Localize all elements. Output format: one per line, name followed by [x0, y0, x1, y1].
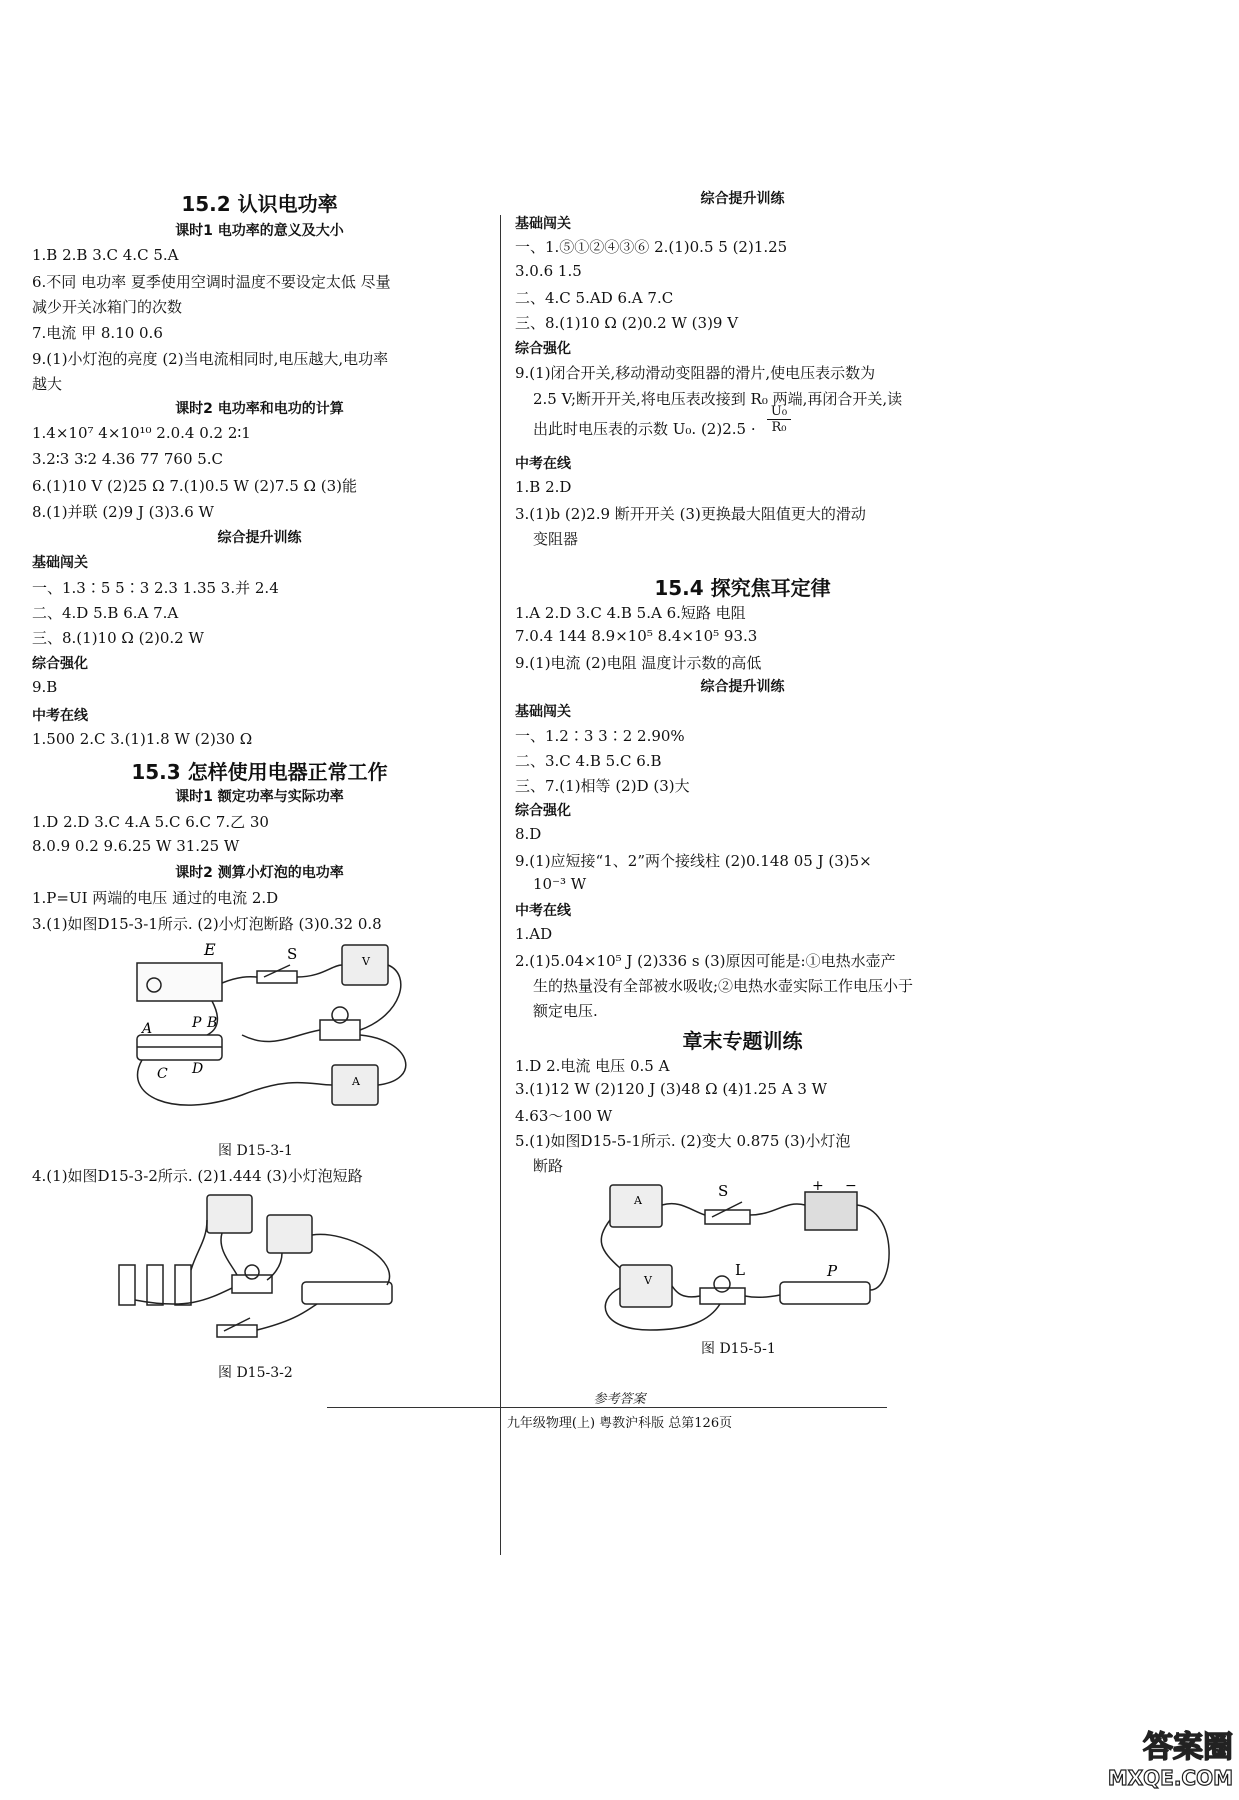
label-V: V: [362, 955, 370, 968]
answer-line: 减少开关冰箱门的次数: [32, 298, 183, 316]
subheading: 综合强化: [515, 803, 571, 819]
answer-line: 三、7.(1)相等 (2)D (3)大: [515, 777, 690, 795]
label-S: S: [287, 945, 298, 963]
answer-line: 1.500 2.C 3.(1)1.8 W (2)30 Ω: [32, 730, 253, 748]
answer-line: 1.D 2.D 3.C 4.A 5.C 6.C 7.乙 30: [32, 813, 269, 831]
answer-line: 5.(1)如图D15-5-1所示. (2)变大 0.875 (3)小灯泡: [515, 1132, 851, 1150]
fraction: [767, 404, 791, 435]
lesson-title: 课时2 电功率和电功的计算: [175, 401, 344, 417]
answer-line: 越大: [32, 375, 63, 393]
answer-line: 1.P=UI 两端的电压 通过的电流 2.D: [32, 889, 279, 907]
answer-line: 一、1.2∶3 3∶2 2.90%: [515, 727, 685, 745]
footer-info: 九年级物理(上) 粤教沪科版 总第126页: [506, 1416, 733, 1431]
answer-line: 9.(1)电流 (2)电阻 温度计示数的高低: [515, 654, 762, 672]
lesson-title: 课时2 测算小灯泡的电功率: [175, 865, 344, 881]
label-V: V: [644, 1274, 652, 1287]
subheading: 基础闯关: [515, 704, 571, 720]
watermark-logo: [1098, 1722, 1233, 1792]
column-divider: [500, 215, 501, 1555]
lesson-title: 课时1 额定功率与实际功率: [175, 789, 344, 805]
answer-line: 生的热量没有全部被水吸收;②电热水壶实际工作电压小于: [533, 977, 914, 995]
answer-line: 7.0.4 144 8.9×10⁵ 8.4×10⁵ 93.3: [515, 627, 758, 645]
answer-line: 二、3.C 4.B 5.C 6.B: [515, 752, 662, 770]
answer-line: 8.D: [515, 825, 542, 843]
label-P: P: [192, 1015, 202, 1031]
answer-line: 一、1.3∶5 5∶3 2.3 1.35 3.并 2.4: [32, 579, 279, 597]
answer-line: 3.(1)b (2)2.9 断开开关 (3)更换最大阻值更大的滑动: [515, 505, 866, 523]
answer-line: 2.(1)5.04×10⁵ J (2)336 s (3)原因可能是:①电热水壶产: [515, 952, 896, 970]
answer-line: 8.0.9 0.2 9.6.25 W 31.25 W: [32, 837, 240, 855]
answer-line: 6.不同 电功率 夏季使用空调时温度不要设定太低 尽量: [32, 273, 391, 291]
subheading: 综合强化: [32, 656, 88, 672]
footer-rule: [327, 1407, 887, 1408]
subheading: 综合强化: [515, 341, 571, 357]
section-title-15-3: 15.3 怎样使用电器正常工作: [131, 760, 388, 784]
answer-line: 7.电流 甲 8.10 0.6: [32, 324, 163, 342]
comprehensive-title: 综合提升训练: [217, 530, 302, 546]
answer-line: 10⁻³ W: [533, 875, 587, 893]
answer-line: 3.(1)12 W (2)120 J (3)48 Ω (4)1.25 A 3 W: [515, 1080, 828, 1098]
chapter-review-title: 章末专题训练: [682, 1029, 803, 1053]
answer-line: 额定电压.: [533, 1002, 598, 1020]
answer-line: 9.(1)闭合开关,移动滑动变阻器的滑片,使电压表示数为: [515, 364, 876, 382]
answer-line: 4.(1)如图D15-3-2所示. (2)1.444 (3)小灯泡短路: [32, 1167, 363, 1185]
label-P: P: [827, 1262, 838, 1280]
watermark-line1: 答案圈: [1143, 1730, 1233, 1765]
answer-line: 6.(1)10 V (2)25 Ω 7.(1)0.5 W (2)7.5 Ω (3)能: [32, 477, 358, 495]
subheading: 基础闯关: [32, 555, 88, 571]
answer-line: 三、8.(1)10 Ω (2)0.2 W: [32, 629, 204, 647]
comprehensive-title: 综合提升训练: [700, 679, 785, 695]
answer-line: 1.4×10⁷ 4×10¹⁰ 2.0.4 0.2 2∶1: [32, 424, 251, 442]
subheading: 基础闯关: [515, 216, 571, 232]
section-title-15-2: 15.2 认识电功率: [181, 192, 338, 216]
answer-line: 2.5 V;断开开关,将电压表改接到 R₀ 两端,再闭合开关,读: [533, 390, 903, 408]
figure-caption: 图 D15-3-2: [218, 1365, 293, 1381]
answer-line: 9.B: [32, 678, 58, 696]
figure-caption: 图 D15-5-1: [701, 1341, 776, 1357]
label-ammeter-A: A: [634, 1194, 642, 1207]
answer-line: 二、4.D 5.B 6.A 7.A: [32, 604, 179, 622]
answer-line: 3.2∶3 3∶2 4.36 77 760 5.C: [32, 450, 224, 468]
answer-line: 3.(1)如图D15-3-1所示. (2)小灯泡断路 (3)0.32 0.8: [32, 915, 382, 933]
watermark-line2: MXQE.COM: [1107, 1766, 1233, 1790]
label-A: A: [142, 1021, 153, 1037]
lesson-title: 课时1 电功率的意义及大小: [175, 223, 344, 239]
answer-line: 1.B 2.D: [515, 478, 572, 496]
answer-line: 8.(1)并联 (2)9 J (3)3.6 W: [32, 503, 214, 521]
label-C: C: [157, 1066, 168, 1082]
answer-line: 一、1.⑤①②④③⑥ 2.(1)0.5 5 (2)1.25: [515, 238, 788, 256]
label-ammeter-A: A: [352, 1075, 360, 1088]
answer-line: 二、4.C 5.AD 6.A 7.C: [515, 289, 674, 307]
answer-line: 出此时电压表的示数 U₀. (2)2.5 ·: [533, 420, 756, 438]
footer-title: 参考答案: [593, 1392, 646, 1407]
fraction-numerator: U₀: [767, 404, 791, 420]
answer-line: 1.AD: [515, 925, 553, 943]
label-D: D: [192, 1061, 204, 1077]
answer-line: 三、8.(1)10 Ω (2)0.2 W (3)9 V: [515, 314, 739, 332]
label-minus: −: [845, 1180, 857, 1194]
label-L: L: [735, 1261, 745, 1279]
answer-line: 9.(1)应短接“1、2”两个接线柱 (2)0.148 05 J (3)5×: [515, 852, 872, 870]
label-E: E: [204, 940, 216, 959]
fraction-denominator: R₀: [771, 420, 787, 435]
label-S: S: [718, 1182, 729, 1200]
answer-line: 9.(1)小灯泡的亮度 (2)当电流相同时,电压越大,电功率: [32, 350, 389, 368]
label-plus: +: [812, 1180, 824, 1194]
circuit-figure-d15-3-1: [92, 935, 462, 1120]
subheading: 中考在线: [515, 903, 571, 919]
label-B: B: [207, 1015, 218, 1031]
answer-line: 断路: [533, 1157, 564, 1175]
answer-line: 1.D 2.电流 电压 0.5 A: [515, 1057, 670, 1075]
answer-line: 3.0.6 1.5: [515, 262, 582, 280]
section-title-15-4: 15.4 探究焦耳定律: [654, 576, 831, 600]
comprehensive-title: 综合提升训练: [700, 191, 785, 207]
circuit-figure-d15-3-2: [107, 1190, 407, 1350]
circuit-figure-d15-5-1: [590, 1180, 920, 1335]
answer-line: 变阻器: [533, 530, 579, 548]
subheading: 中考在线: [515, 456, 571, 472]
figure-caption: 图 D15-3-1: [218, 1143, 293, 1159]
subheading: 中考在线: [32, 708, 88, 724]
answer-line: 1.B 2.B 3.C 4.C 5.A: [32, 246, 179, 264]
answer-line: 4.63～100 W: [515, 1107, 613, 1125]
answer-line: 1.A 2.D 3.C 4.B 5.A 6.短路 电阻: [515, 604, 746, 622]
